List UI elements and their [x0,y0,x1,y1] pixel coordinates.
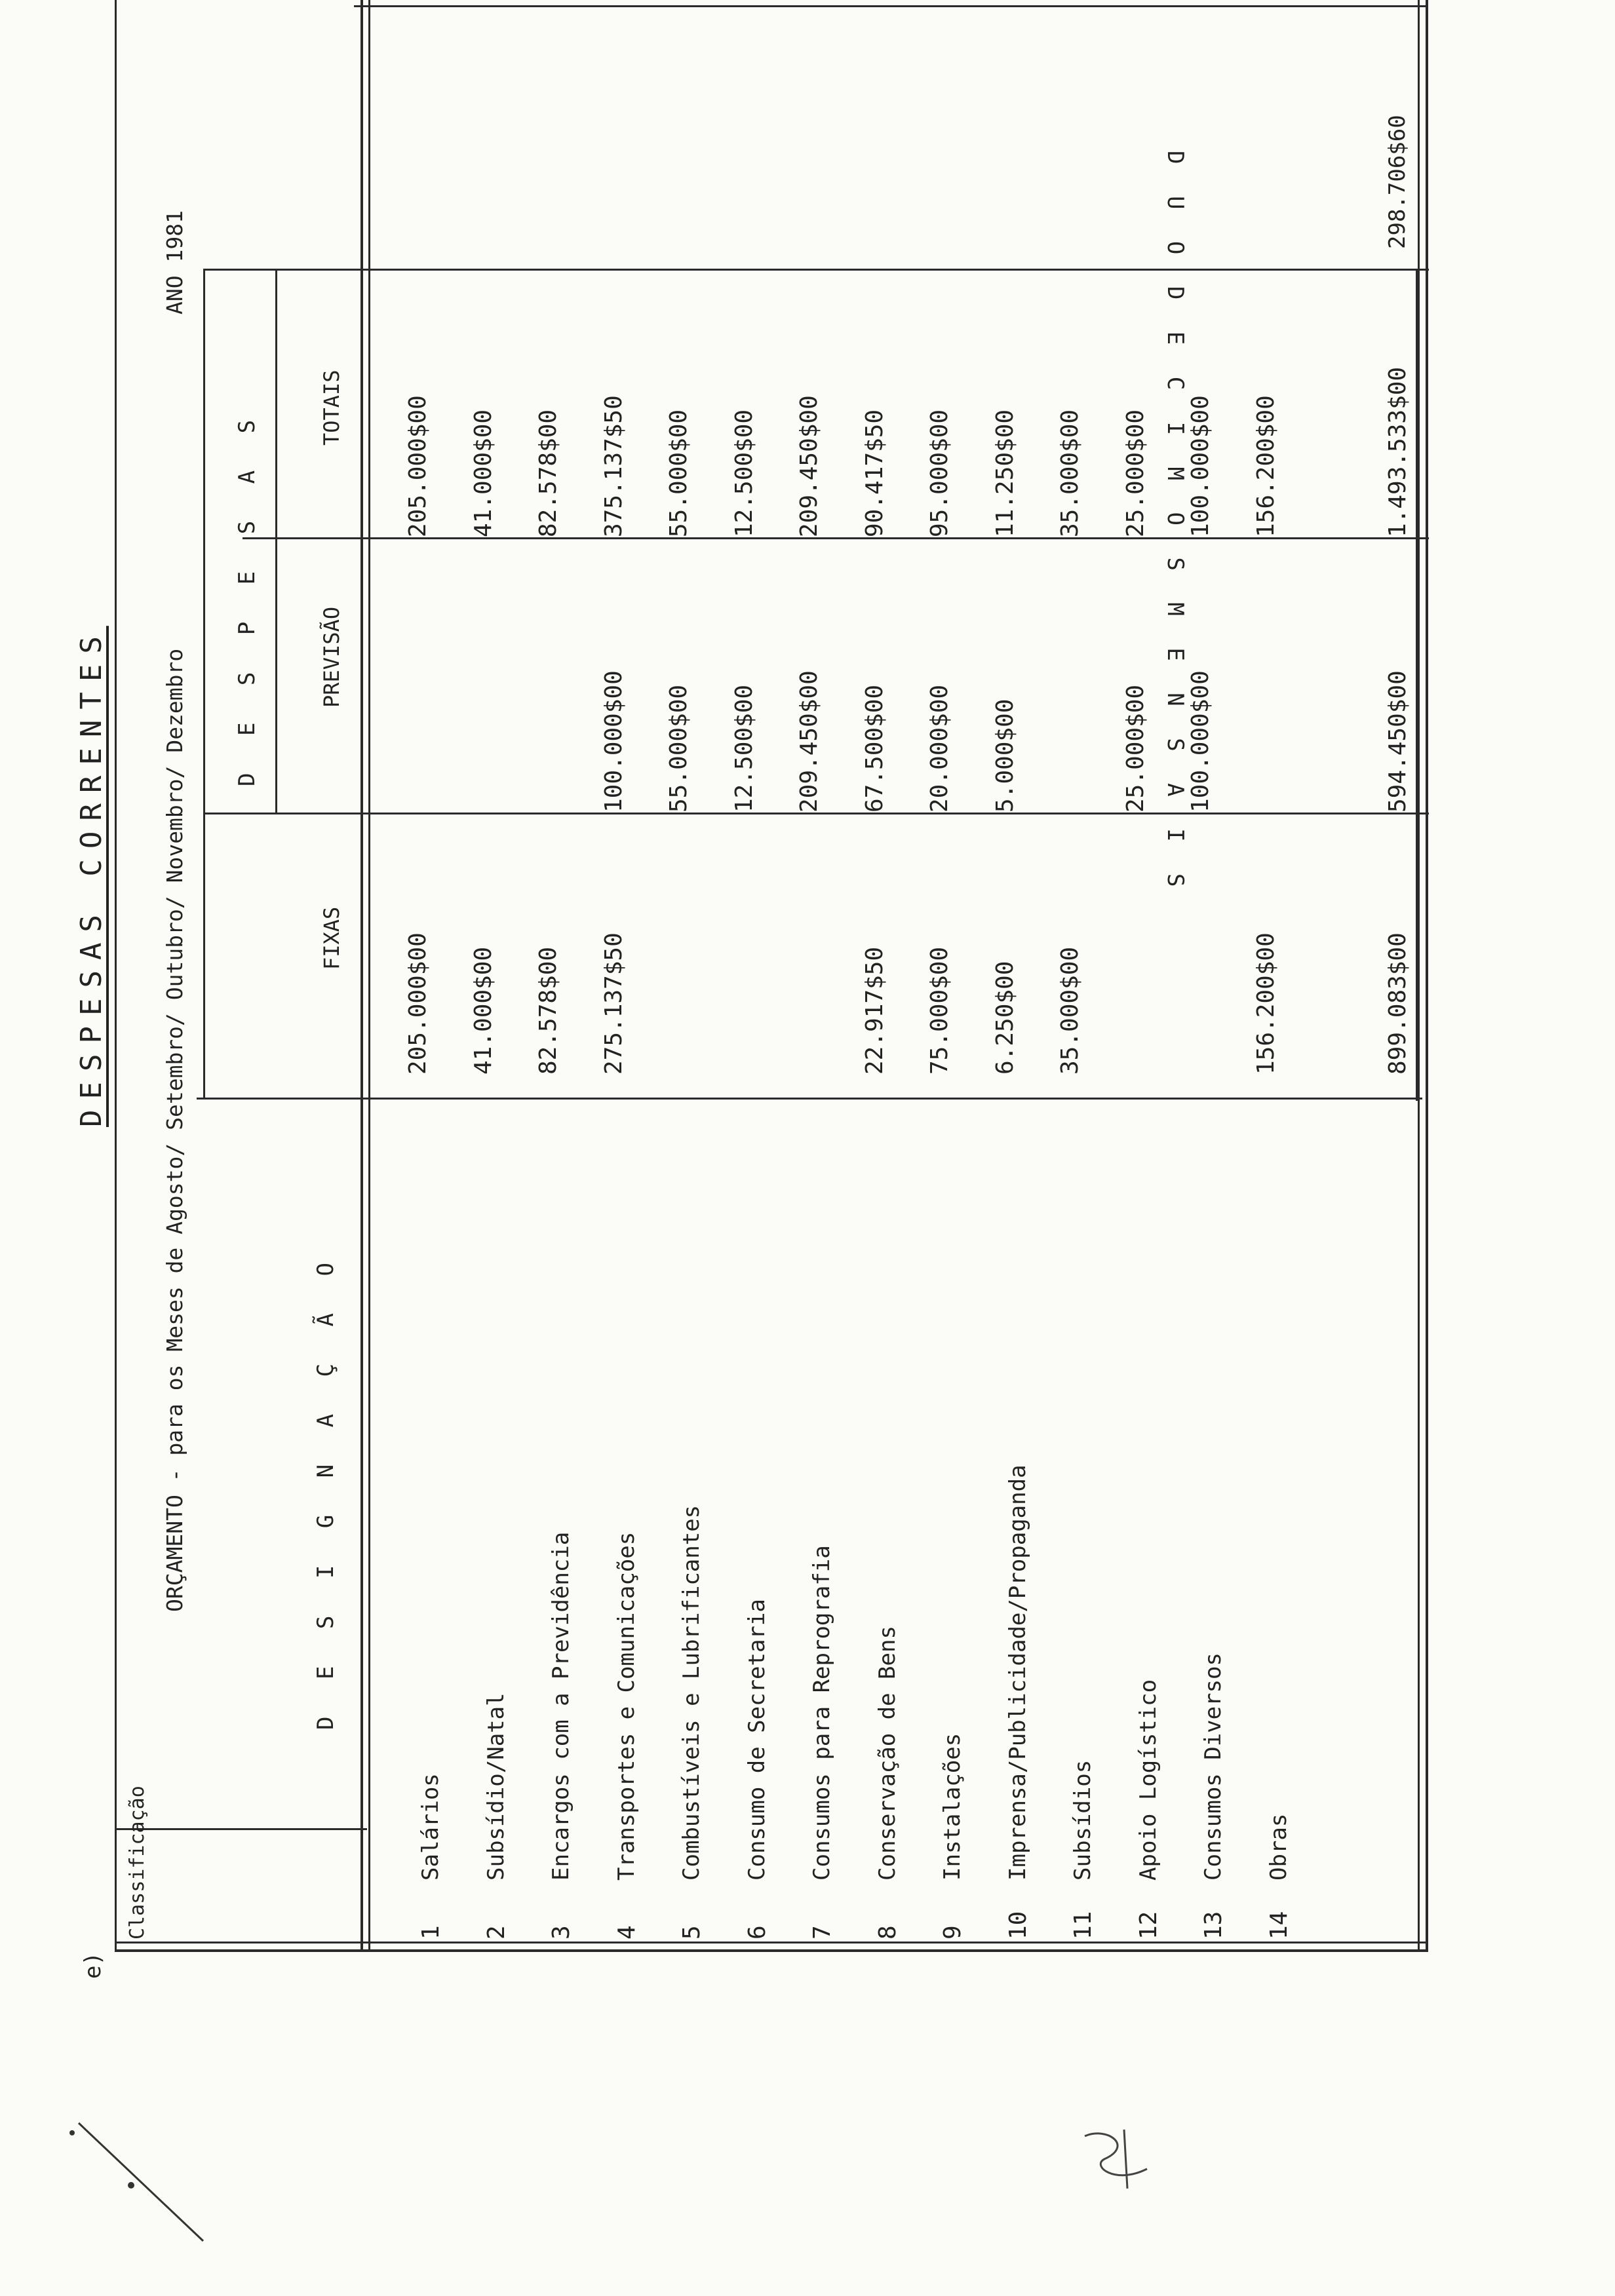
row-number: 11 [1070,1911,1097,1940]
row-number: 8 [874,1925,901,1940]
total-fixas: 899.083$00 [1384,932,1411,1075]
row-number: 10 [1004,1911,1032,1940]
row-number: 4 [613,1925,640,1940]
row-previsao: 209.450$00 [796,670,823,813]
row-totais: 95.000$00 [926,409,953,537]
duodecimos-divider [359,269,1428,271]
row-number: 5 [678,1925,705,1940]
row-previsao: 5.000$00 [991,698,1019,813]
fixas-divider [203,813,1429,814]
header-previsao: PREVISÃO [319,606,344,708]
row-previsao: 67.500$00 [861,684,888,813]
row-fixas: 205.000$00 [404,932,431,1075]
row-designacao: Consumos para Reprografia [809,1545,835,1881]
row-previsao: 20.000$00 [926,684,953,813]
row-totais: 100.000$00 [1187,395,1214,537]
header-duodecimos: D U O D E C I M O S M E N S A I S [1162,151,1188,896]
row-previsao: 100.000$00 [600,670,627,813]
row-previsao: 12.500$00 [730,684,758,813]
row-fixas: 82.578$00 [535,946,562,1075]
row-number: 14 [1265,1911,1293,1940]
despesas-box-left [203,269,205,1098]
row-totais: 205.000$00 [404,395,431,537]
row-number: 9 [939,1925,966,1940]
row-previsao: 55.000$00 [665,684,692,813]
document-subtitle: ORÇAMENTO - para os Meses de Agosto/ Setembro/ Outubro/ Novembro/ Dezembro [162,648,187,1612]
pen-stroke-icon [52,2110,223,2267]
header-designacao: D E S I G N A Ç Ã O [313,1251,339,1730]
row-designacao: Instalações [939,1732,965,1881]
row-designacao: Subsídio/Natal [482,1693,509,1881]
header-column-divider-2 [368,0,370,1949]
row-totais: 25.000$00 [1121,409,1149,537]
table-border-bottom [115,1949,1428,1952]
row-designacao: Transportes e Comunicações [613,1531,640,1881]
totals-divider [1416,269,1418,1101]
row-designacao: Consumo de Secretaria [743,1599,770,1881]
row-fixas: 35.000$00 [1057,946,1083,1075]
row-designacao: Consumos Diversos [1200,1653,1226,1881]
row-designacao: Subsídios [1070,1759,1096,1881]
row-number: 3 [548,1925,575,1940]
table-border-bottom-2 [115,1942,1426,1943]
header-totais: TOTAIS [319,370,344,446]
signature-icon [1075,2123,1160,2195]
previsao-divider [243,537,1429,539]
row-fixas: 156.200$00 [1252,932,1279,1075]
row-designacao: Encargos com a Previdência [548,1531,574,1881]
row-totais: 12.500$00 [730,409,758,537]
total-duodecimos: 298.706$60 [1384,115,1411,249]
row-designacao: Obras [1265,1813,1292,1881]
row-designacao: Conservação de Bens [874,1626,901,1881]
row-totais: 11.250$00 [991,409,1019,537]
row-designacao: Salários [418,1773,444,1881]
row-fixas: 22.917$50 [861,946,888,1075]
row-totais: 55.000$00 [665,409,692,537]
classificacao-header-divider [115,1828,367,1830]
row-fixas: 275.137$50 [600,932,627,1075]
table-border-top [354,5,1426,7]
row-totais: 41.000$00 [469,409,497,537]
row-number: 6 [743,1925,771,1940]
designacao-right-divider [197,1098,1422,1100]
section-letter: e) [80,1952,106,1979]
row-number: 2 [482,1925,510,1940]
header-column-divider [360,0,363,1949]
row-fixas: 41.000$00 [469,946,497,1075]
document-heading: DESPESAS CORRENTES [75,626,108,1127]
table-border-right-2 [1418,0,1420,1949]
row-totais: 375.137$50 [600,395,627,537]
row-number: 7 [809,1925,836,1940]
row-totais: 82.578$00 [535,409,562,537]
header-despesas: D E S P E S A S [234,408,260,786]
row-number: 1 [418,1925,444,1940]
row-totais: 209.450$00 [796,395,823,537]
row-fixas: 6.250$00 [991,961,1019,1075]
row-totais: 90.417$50 [861,409,888,537]
document-year: ANO 1981 [162,210,187,315]
row-totais: 156.200$00 [1252,395,1279,537]
row-previsao: 100.000$00 [1187,670,1214,813]
table-border-right [1426,0,1428,1949]
row-designacao: Apoio Logístico [1135,1679,1161,1881]
row-previsao: 25.000$00 [1121,684,1149,813]
row-totais: 35.000$00 [1057,409,1083,537]
row-number: 12 [1135,1911,1162,1940]
header-fixas: FIXAS [319,906,344,970]
row-number: 13 [1200,1911,1227,1940]
total-totais: 1.493.533$00 [1384,366,1411,537]
header-classificacao: Classificação [126,1786,149,1940]
row-designacao: Imprensa/Publicidade/Propaganda [1004,1464,1031,1881]
despesas-header-line [275,269,277,813]
total-previsao: 594.450$00 [1384,670,1411,813]
row-designacao: Combustíveis e Lubrificantes [678,1504,705,1881]
row-fixas: 75.000$00 [926,946,953,1075]
table-border-left [115,0,117,1949]
